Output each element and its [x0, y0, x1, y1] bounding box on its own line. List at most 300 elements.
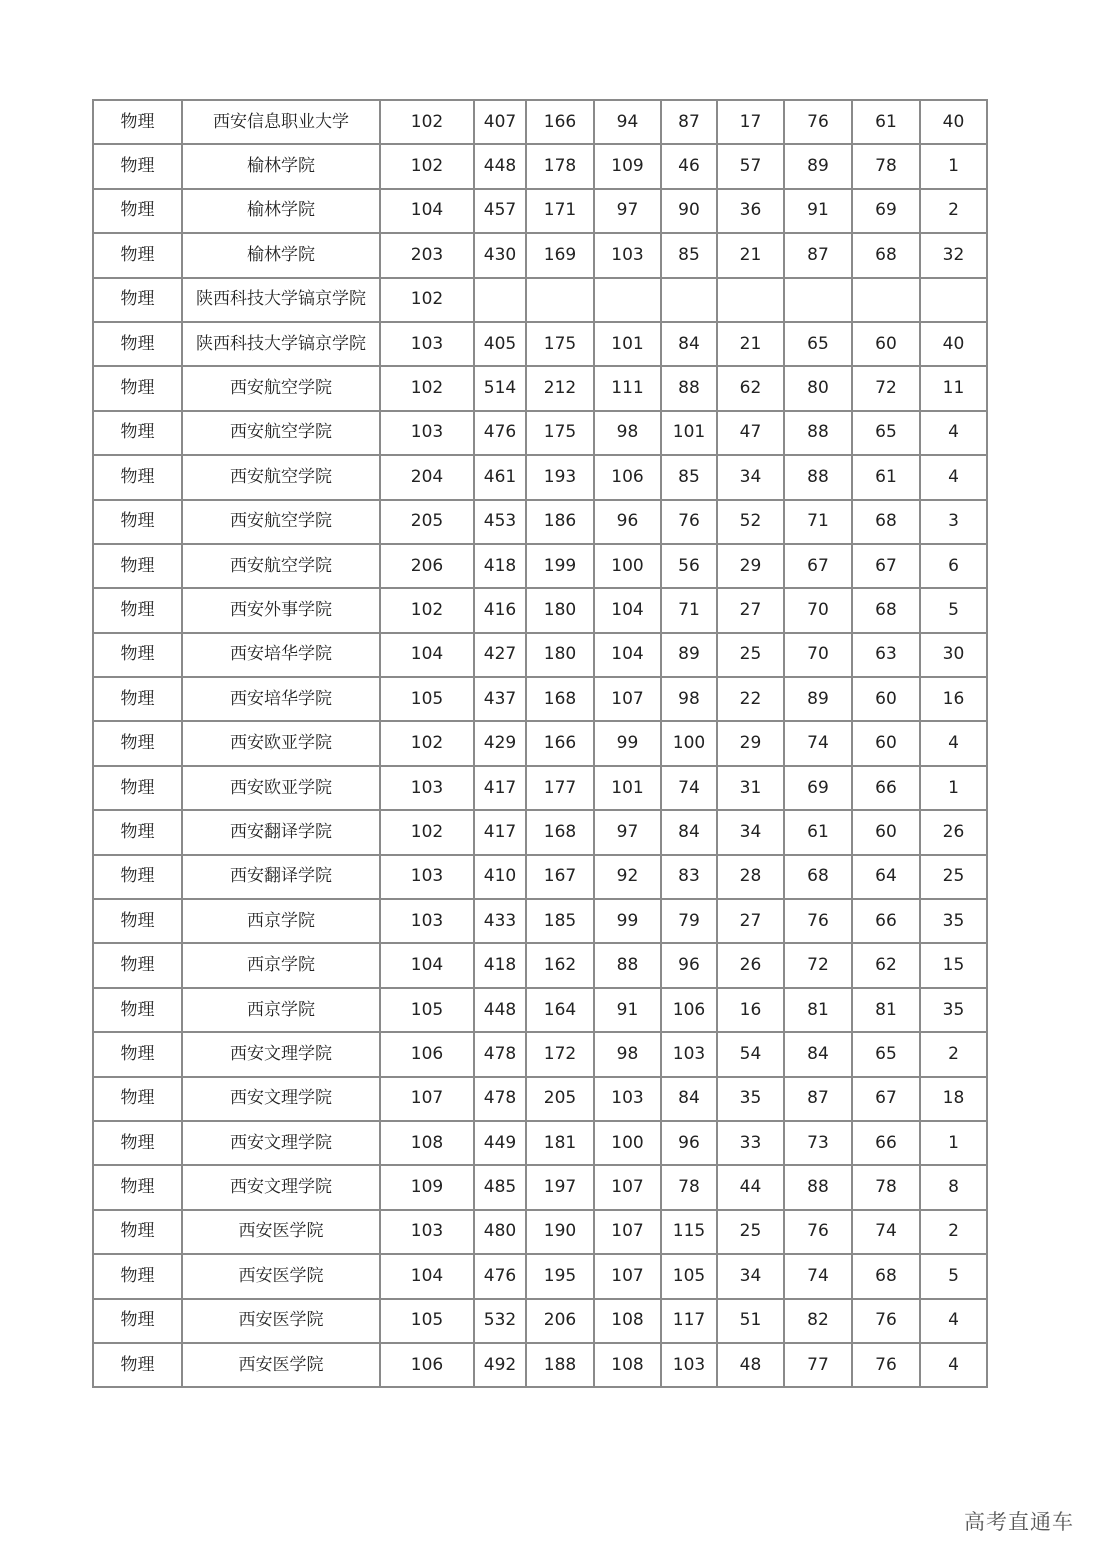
- score-cell: 70: [784, 588, 852, 632]
- table-row: [93, 721, 987, 765]
- subject-cell: 物理: [93, 988, 182, 1032]
- count-cell: 18: [920, 1077, 987, 1121]
- score-cell: 76: [852, 1299, 920, 1343]
- major-group-code-cell: 102: [380, 144, 474, 188]
- score-cell: 461: [474, 455, 526, 499]
- school-name-cell: 西安文理学院: [182, 1165, 380, 1209]
- table-row: [93, 1210, 987, 1254]
- score-cell: 87: [784, 233, 852, 277]
- major-group-code-cell: 107: [380, 1077, 474, 1121]
- subject-cell: 物理: [93, 100, 182, 144]
- score-cell: [784, 278, 852, 322]
- score-cell: 25: [717, 1210, 784, 1254]
- score-cell: 405: [474, 322, 526, 366]
- score-cell: 169: [526, 233, 594, 277]
- subject-cell: 物理: [93, 1077, 182, 1121]
- count-cell: 15: [920, 943, 987, 987]
- score-cell: 100: [661, 721, 717, 765]
- watermark-text: 高考直通车: [964, 1510, 1074, 1534]
- score-cell: 17: [717, 100, 784, 144]
- subject-cell: 物理: [93, 1165, 182, 1209]
- score-cell: 99: [594, 721, 661, 765]
- score-cell: 80: [784, 366, 852, 410]
- score-cell: 418: [474, 943, 526, 987]
- score-cell: 107: [594, 1165, 661, 1209]
- major-group-code-cell: 203: [380, 233, 474, 277]
- score-cell: 407: [474, 100, 526, 144]
- school-name-cell: 陕西科技大学镐京学院: [182, 322, 380, 366]
- score-cell: 61: [852, 455, 920, 499]
- score-cell: 417: [474, 766, 526, 810]
- table-body: [93, 100, 987, 1387]
- score-cell: 67: [852, 544, 920, 588]
- count-cell: 2: [920, 189, 987, 233]
- school-name-cell: 陕西科技大学镐京学院: [182, 278, 380, 322]
- school-name-cell: 西安外事学院: [182, 588, 380, 632]
- score-cell: 68: [852, 500, 920, 544]
- major-group-code-cell: 104: [380, 189, 474, 233]
- score-cell: 71: [784, 500, 852, 544]
- score-cell: 96: [594, 500, 661, 544]
- count-cell: 30: [920, 633, 987, 677]
- subject-cell: 物理: [93, 588, 182, 632]
- score-cell: 67: [852, 1077, 920, 1121]
- count-cell: 1: [920, 1121, 987, 1165]
- score-cell: 164: [526, 988, 594, 1032]
- count-cell: 8: [920, 1165, 987, 1209]
- major-group-code-cell: 105: [380, 988, 474, 1032]
- score-cell: 52: [717, 500, 784, 544]
- score-cell: 430: [474, 233, 526, 277]
- score-cell: 60: [852, 322, 920, 366]
- subject-cell: 物理: [93, 144, 182, 188]
- score-cell: 103: [594, 233, 661, 277]
- subject-cell: 物理: [93, 233, 182, 277]
- score-cell: 79: [661, 899, 717, 943]
- score-cell: 107: [594, 1210, 661, 1254]
- table-row: [93, 633, 987, 677]
- score-cell: 76: [784, 899, 852, 943]
- score-cell: 68: [852, 233, 920, 277]
- score-cell: 84: [784, 1032, 852, 1076]
- score-cell: 67: [784, 544, 852, 588]
- score-cell: 70: [784, 633, 852, 677]
- major-group-code-cell: 103: [380, 766, 474, 810]
- count-cell: 2: [920, 1032, 987, 1076]
- score-cell: 418: [474, 544, 526, 588]
- school-name-cell: 西安航空学院: [182, 544, 380, 588]
- subject-cell: 物理: [93, 1121, 182, 1165]
- score-cell: 35: [717, 1077, 784, 1121]
- score-cell: 448: [474, 988, 526, 1032]
- score-cell: 78: [852, 1165, 920, 1209]
- score-cell: 478: [474, 1077, 526, 1121]
- score-cell: 54: [717, 1032, 784, 1076]
- score-cell: 71: [661, 588, 717, 632]
- score-cell: 81: [852, 988, 920, 1032]
- score-cell: 28: [717, 855, 784, 899]
- score-cell: 87: [661, 100, 717, 144]
- count-cell: 1: [920, 766, 987, 810]
- table-row: [93, 677, 987, 721]
- score-cell: 87: [784, 1077, 852, 1121]
- score-cell: 22: [717, 677, 784, 721]
- count-cell: 40: [920, 100, 987, 144]
- school-name-cell: 西安文理学院: [182, 1077, 380, 1121]
- school-name-cell: 西安培华学院: [182, 677, 380, 721]
- score-cell: 74: [852, 1210, 920, 1254]
- score-cell: 185: [526, 899, 594, 943]
- subject-cell: 物理: [93, 677, 182, 721]
- score-cell: 98: [594, 411, 661, 455]
- admission-score-table: [92, 99, 988, 1388]
- table-row: [93, 1121, 987, 1165]
- major-group-code-cell: 106: [380, 1343, 474, 1387]
- score-cell: 108: [594, 1343, 661, 1387]
- score-cell: 107: [594, 1254, 661, 1298]
- school-name-cell: 西安航空学院: [182, 500, 380, 544]
- subject-cell: 物理: [93, 1210, 182, 1254]
- subject-cell: 物理: [93, 278, 182, 322]
- table-row: [93, 855, 987, 899]
- score-cell: 46: [661, 144, 717, 188]
- table-row: [93, 810, 987, 854]
- score-cell: [526, 278, 594, 322]
- major-group-code-cell: 103: [380, 411, 474, 455]
- school-name-cell: 西安医学院: [182, 1343, 380, 1387]
- school-name-cell: 西安航空学院: [182, 411, 380, 455]
- score-cell: 485: [474, 1165, 526, 1209]
- count-cell: 4: [920, 1343, 987, 1387]
- table-row: [93, 366, 987, 410]
- count-cell: 40: [920, 322, 987, 366]
- count-cell: 1: [920, 144, 987, 188]
- score-cell: 449: [474, 1121, 526, 1165]
- subject-cell: 物理: [93, 943, 182, 987]
- score-cell: 21: [717, 322, 784, 366]
- score-cell: [852, 278, 920, 322]
- table-row: [93, 455, 987, 499]
- score-cell: 101: [594, 322, 661, 366]
- table-row: [93, 1254, 987, 1298]
- score-cell: 190: [526, 1210, 594, 1254]
- score-cell: 91: [594, 988, 661, 1032]
- score-cell: 78: [852, 144, 920, 188]
- score-cell: 417: [474, 810, 526, 854]
- score-cell: 65: [852, 411, 920, 455]
- score-cell: 109: [594, 144, 661, 188]
- school-name-cell: 西安文理学院: [182, 1121, 380, 1165]
- score-cell: 57: [717, 144, 784, 188]
- table-row: [93, 988, 987, 1032]
- score-cell: 177: [526, 766, 594, 810]
- score-cell: 88: [594, 943, 661, 987]
- score-cell: 180: [526, 633, 594, 677]
- score-cell: 66: [852, 899, 920, 943]
- score-cell: 100: [594, 1121, 661, 1165]
- score-cell: 94: [594, 100, 661, 144]
- score-cell: 186: [526, 500, 594, 544]
- score-cell: 433: [474, 899, 526, 943]
- score-cell: 25: [717, 633, 784, 677]
- score-cell: 162: [526, 943, 594, 987]
- score-cell: 104: [594, 588, 661, 632]
- score-cell: 85: [661, 455, 717, 499]
- score-cell: 427: [474, 633, 526, 677]
- school-name-cell: 西安医学院: [182, 1299, 380, 1343]
- table-row: [93, 544, 987, 588]
- score-cell: 115: [661, 1210, 717, 1254]
- table-row: [93, 588, 987, 632]
- score-cell: 27: [717, 588, 784, 632]
- score-cell: 410: [474, 855, 526, 899]
- score-cell: 205: [526, 1077, 594, 1121]
- score-cell: 166: [526, 721, 594, 765]
- subject-cell: 物理: [93, 855, 182, 899]
- score-cell: 74: [784, 721, 852, 765]
- count-cell: 4: [920, 411, 987, 455]
- score-cell: 76: [784, 1210, 852, 1254]
- score-cell: 21: [717, 233, 784, 277]
- score-cell: 74: [661, 766, 717, 810]
- score-cell: 89: [784, 144, 852, 188]
- score-cell: 105: [661, 1254, 717, 1298]
- score-cell: 47: [717, 411, 784, 455]
- score-cell: 62: [717, 366, 784, 410]
- score-cell: 101: [661, 411, 717, 455]
- major-group-code-cell: 103: [380, 855, 474, 899]
- score-cell: 29: [717, 544, 784, 588]
- major-group-code-cell: 102: [380, 366, 474, 410]
- score-cell: 34: [717, 810, 784, 854]
- score-cell: 476: [474, 411, 526, 455]
- table-row: [93, 766, 987, 810]
- school-name-cell: 西安医学院: [182, 1254, 380, 1298]
- count-cell: [920, 278, 987, 322]
- score-cell: 78: [661, 1165, 717, 1209]
- score-cell: 60: [852, 721, 920, 765]
- score-cell: 106: [594, 455, 661, 499]
- major-group-code-cell: 103: [380, 322, 474, 366]
- major-group-code-cell: 103: [380, 899, 474, 943]
- subject-cell: 物理: [93, 189, 182, 233]
- score-cell: 61: [784, 810, 852, 854]
- school-name-cell: 西安航空学院: [182, 366, 380, 410]
- score-cell: 90: [661, 189, 717, 233]
- table-row: [93, 100, 987, 144]
- score-cell: 34: [717, 1254, 784, 1298]
- count-cell: 4: [920, 721, 987, 765]
- score-cell: 98: [594, 1032, 661, 1076]
- score-cell: 99: [594, 899, 661, 943]
- count-cell: 35: [920, 988, 987, 1032]
- count-cell: 25: [920, 855, 987, 899]
- score-cell: 480: [474, 1210, 526, 1254]
- subject-cell: 物理: [93, 766, 182, 810]
- score-cell: 89: [661, 633, 717, 677]
- table-row: [93, 1032, 987, 1076]
- table-row: [93, 1165, 987, 1209]
- count-cell: 4: [920, 1299, 987, 1343]
- count-cell: 4: [920, 455, 987, 499]
- score-cell: 88: [661, 366, 717, 410]
- score-cell: 103: [661, 1343, 717, 1387]
- count-cell: 6: [920, 544, 987, 588]
- score-cell: 514: [474, 366, 526, 410]
- score-cell: 188: [526, 1343, 594, 1387]
- score-cell: 106: [661, 988, 717, 1032]
- count-cell: 11: [920, 366, 987, 410]
- score-cell: 107: [594, 677, 661, 721]
- subject-cell: 物理: [93, 1032, 182, 1076]
- score-cell: 65: [852, 1032, 920, 1076]
- score-cell: 111: [594, 366, 661, 410]
- score-cell: 69: [784, 766, 852, 810]
- score-cell: 65: [784, 322, 852, 366]
- subject-cell: 物理: [93, 455, 182, 499]
- school-name-cell: 西安医学院: [182, 1210, 380, 1254]
- score-cell: 171: [526, 189, 594, 233]
- score-cell: 76: [661, 500, 717, 544]
- major-group-code-cell: 205: [380, 500, 474, 544]
- subject-cell: 物理: [93, 411, 182, 455]
- school-name-cell: 西安欧亚学院: [182, 766, 380, 810]
- score-cell: 81: [784, 988, 852, 1032]
- school-name-cell: 西安信息职业大学: [182, 100, 380, 144]
- major-group-code-cell: 109: [380, 1165, 474, 1209]
- table-row: [93, 899, 987, 943]
- score-cell: 97: [594, 189, 661, 233]
- subject-cell: 物理: [93, 322, 182, 366]
- score-cell: 61: [852, 100, 920, 144]
- score-cell: 88: [784, 455, 852, 499]
- score-cell: 84: [661, 1077, 717, 1121]
- table-row: [93, 1077, 987, 1121]
- subject-cell: 物理: [93, 1343, 182, 1387]
- major-group-code-cell: 204: [380, 455, 474, 499]
- school-name-cell: 榆林学院: [182, 233, 380, 277]
- score-cell: 206: [526, 1299, 594, 1343]
- score-cell: 448: [474, 144, 526, 188]
- count-cell: 35: [920, 899, 987, 943]
- score-cell: 82: [784, 1299, 852, 1343]
- school-name-cell: 榆林学院: [182, 189, 380, 233]
- subject-cell: 物理: [93, 544, 182, 588]
- score-cell: 33: [717, 1121, 784, 1165]
- score-cell: 429: [474, 721, 526, 765]
- score-cell: 172: [526, 1032, 594, 1076]
- score-cell: 60: [852, 810, 920, 854]
- school-name-cell: 西京学院: [182, 899, 380, 943]
- score-cell: 180: [526, 588, 594, 632]
- major-group-code-cell: 206: [380, 544, 474, 588]
- score-cell: 27: [717, 899, 784, 943]
- score-cell: 66: [852, 766, 920, 810]
- school-name-cell: 西安培华学院: [182, 633, 380, 677]
- score-cell: 68: [784, 855, 852, 899]
- school-name-cell: 西安文理学院: [182, 1032, 380, 1076]
- subject-cell: 物理: [93, 1299, 182, 1343]
- subject-cell: 物理: [93, 500, 182, 544]
- major-group-code-cell: 104: [380, 633, 474, 677]
- major-group-code-cell: 103: [380, 1210, 474, 1254]
- score-cell: 476: [474, 1254, 526, 1298]
- score-cell: 103: [594, 1077, 661, 1121]
- table-row: [93, 943, 987, 987]
- score-cell: 437: [474, 677, 526, 721]
- table-row: [93, 500, 987, 544]
- score-cell: 168: [526, 810, 594, 854]
- count-cell: 2: [920, 1210, 987, 1254]
- table-row: [93, 1343, 987, 1387]
- subject-cell: 物理: [93, 366, 182, 410]
- score-cell: 76: [784, 100, 852, 144]
- score-cell: 193: [526, 455, 594, 499]
- score-cell: 29: [717, 721, 784, 765]
- score-cell: 16: [717, 988, 784, 1032]
- major-group-code-cell: 105: [380, 677, 474, 721]
- school-name-cell: 西京学院: [182, 988, 380, 1032]
- score-cell: 31: [717, 766, 784, 810]
- score-cell: 168: [526, 677, 594, 721]
- score-cell: 91: [784, 189, 852, 233]
- score-cell: 72: [784, 943, 852, 987]
- score-cell: 88: [784, 411, 852, 455]
- table-row: [93, 278, 987, 322]
- subject-cell: 物理: [93, 633, 182, 677]
- school-name-cell: 西安翻译学院: [182, 810, 380, 854]
- score-cell: 66: [852, 1121, 920, 1165]
- score-cell: 195: [526, 1254, 594, 1298]
- score-cell: 34: [717, 455, 784, 499]
- score-cell: 100: [594, 544, 661, 588]
- major-group-code-cell: 102: [380, 100, 474, 144]
- score-cell: 68: [852, 588, 920, 632]
- major-group-code-cell: 106: [380, 1032, 474, 1076]
- score-cell: 108: [594, 1299, 661, 1343]
- major-group-code-cell: 104: [380, 943, 474, 987]
- table-row: [93, 1299, 987, 1343]
- subject-cell: 物理: [93, 1254, 182, 1298]
- score-cell: 103: [661, 1032, 717, 1076]
- score-cell: 76: [852, 1343, 920, 1387]
- school-name-cell: 西安航空学院: [182, 455, 380, 499]
- score-cell: 92: [594, 855, 661, 899]
- count-cell: 3: [920, 500, 987, 544]
- major-group-code-cell: 102: [380, 278, 474, 322]
- score-cell: 72: [852, 366, 920, 410]
- score-cell: 101: [594, 766, 661, 810]
- major-group-code-cell: 108: [380, 1121, 474, 1165]
- table-row: [93, 189, 987, 233]
- score-cell: 416: [474, 588, 526, 632]
- score-cell: 60: [852, 677, 920, 721]
- score-cell: 98: [661, 677, 717, 721]
- score-cell: 457: [474, 189, 526, 233]
- subject-cell: 物理: [93, 721, 182, 765]
- score-cell: 84: [661, 810, 717, 854]
- score-cell: 69: [852, 189, 920, 233]
- score-cell: 175: [526, 411, 594, 455]
- subject-cell: 物理: [93, 810, 182, 854]
- score-cell: 74: [784, 1254, 852, 1298]
- score-cell: 96: [661, 1121, 717, 1165]
- school-name-cell: 西安翻译学院: [182, 855, 380, 899]
- count-cell: 5: [920, 1254, 987, 1298]
- score-cell: 117: [661, 1299, 717, 1343]
- score-cell: 167: [526, 855, 594, 899]
- score-cell: 212: [526, 366, 594, 410]
